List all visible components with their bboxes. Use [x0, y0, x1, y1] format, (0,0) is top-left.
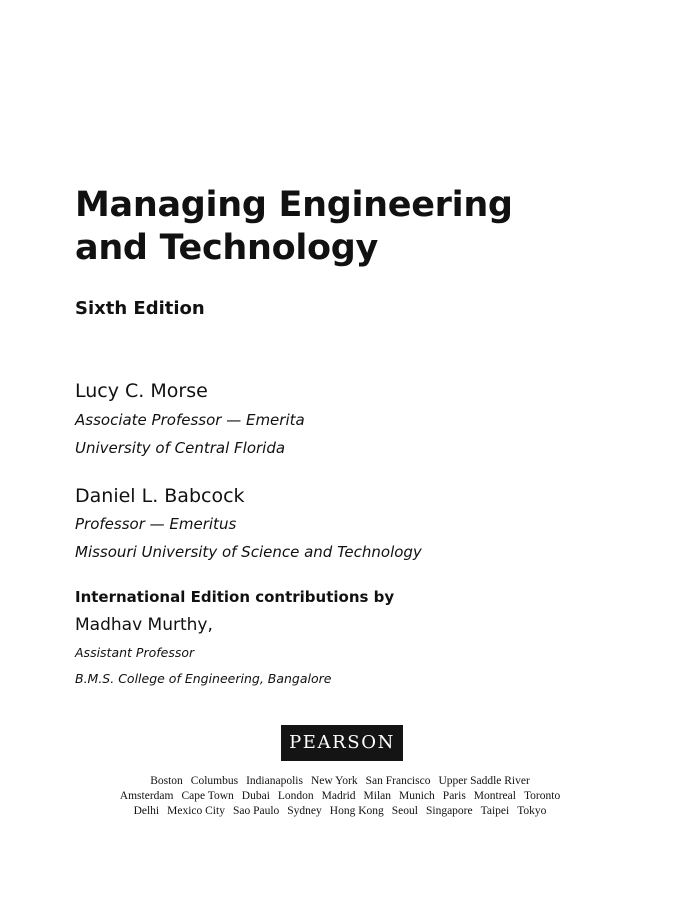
city-name: Hong Kong [329, 805, 384, 817]
city-name: London [277, 790, 314, 802]
city-name: Upper Saddle River [438, 775, 530, 787]
city-name: Montreal [473, 790, 516, 802]
author-affiliation: Missouri University of Science and Technology [75, 543, 422, 561]
city-name: Taipei [480, 805, 510, 817]
publisher-cities-row-3 [0, 804, 680, 819]
city-name: Cape Town [181, 790, 234, 802]
city-name: Singapore [425, 805, 473, 817]
author-name: Lucy C. Morse [75, 380, 208, 402]
city-name: Tokyo [517, 805, 547, 817]
city-name: Boston [150, 775, 183, 787]
contributor-affiliation: B.M.S. College of Engineering, Bangalore [75, 671, 332, 686]
city-name: Seoul [391, 805, 418, 817]
city-name: Indianapolis [246, 775, 303, 787]
city-name: Columbus [190, 775, 239, 787]
contributor-position: Assistant Professor [75, 645, 195, 660]
author-position: Professor — Emeritus [75, 515, 237, 533]
city-name: Milan [363, 790, 392, 802]
city-name: Amsterdam [119, 790, 174, 802]
city-name: Munich [399, 790, 435, 802]
title-line-2: and Technology [75, 228, 379, 268]
city-name: Toronto [523, 790, 561, 802]
city-name: Sao Paulo [232, 805, 280, 817]
international-contributions-heading: International Edition contributions by [75, 588, 395, 606]
publisher-cities-row-2 [0, 789, 680, 804]
city-name: Paris [442, 790, 466, 802]
title-line-1: Managing Engineering [75, 185, 513, 225]
city-name: Delhi [133, 805, 160, 817]
publisher-cities-row-1 [0, 774, 680, 789]
city-name: Mexico City [167, 805, 225, 817]
city-name: Madrid [321, 790, 356, 802]
book-title [75, 184, 513, 270]
contributor-name: Madhav Murthy, [75, 615, 213, 635]
edition-label: Sixth Edition [75, 298, 205, 319]
city-name: New York [310, 775, 358, 787]
author-affiliation: University of Central Florida [75, 439, 286, 457]
city-name: Sydney [287, 805, 322, 817]
city-name: Dubai [241, 790, 270, 802]
pearson-logo: PEARSON [281, 725, 403, 761]
author-name: Daniel L. Babcock [75, 485, 245, 507]
city-name: San Francisco [365, 775, 431, 787]
author-position: Associate Professor — Emerita [75, 411, 305, 429]
